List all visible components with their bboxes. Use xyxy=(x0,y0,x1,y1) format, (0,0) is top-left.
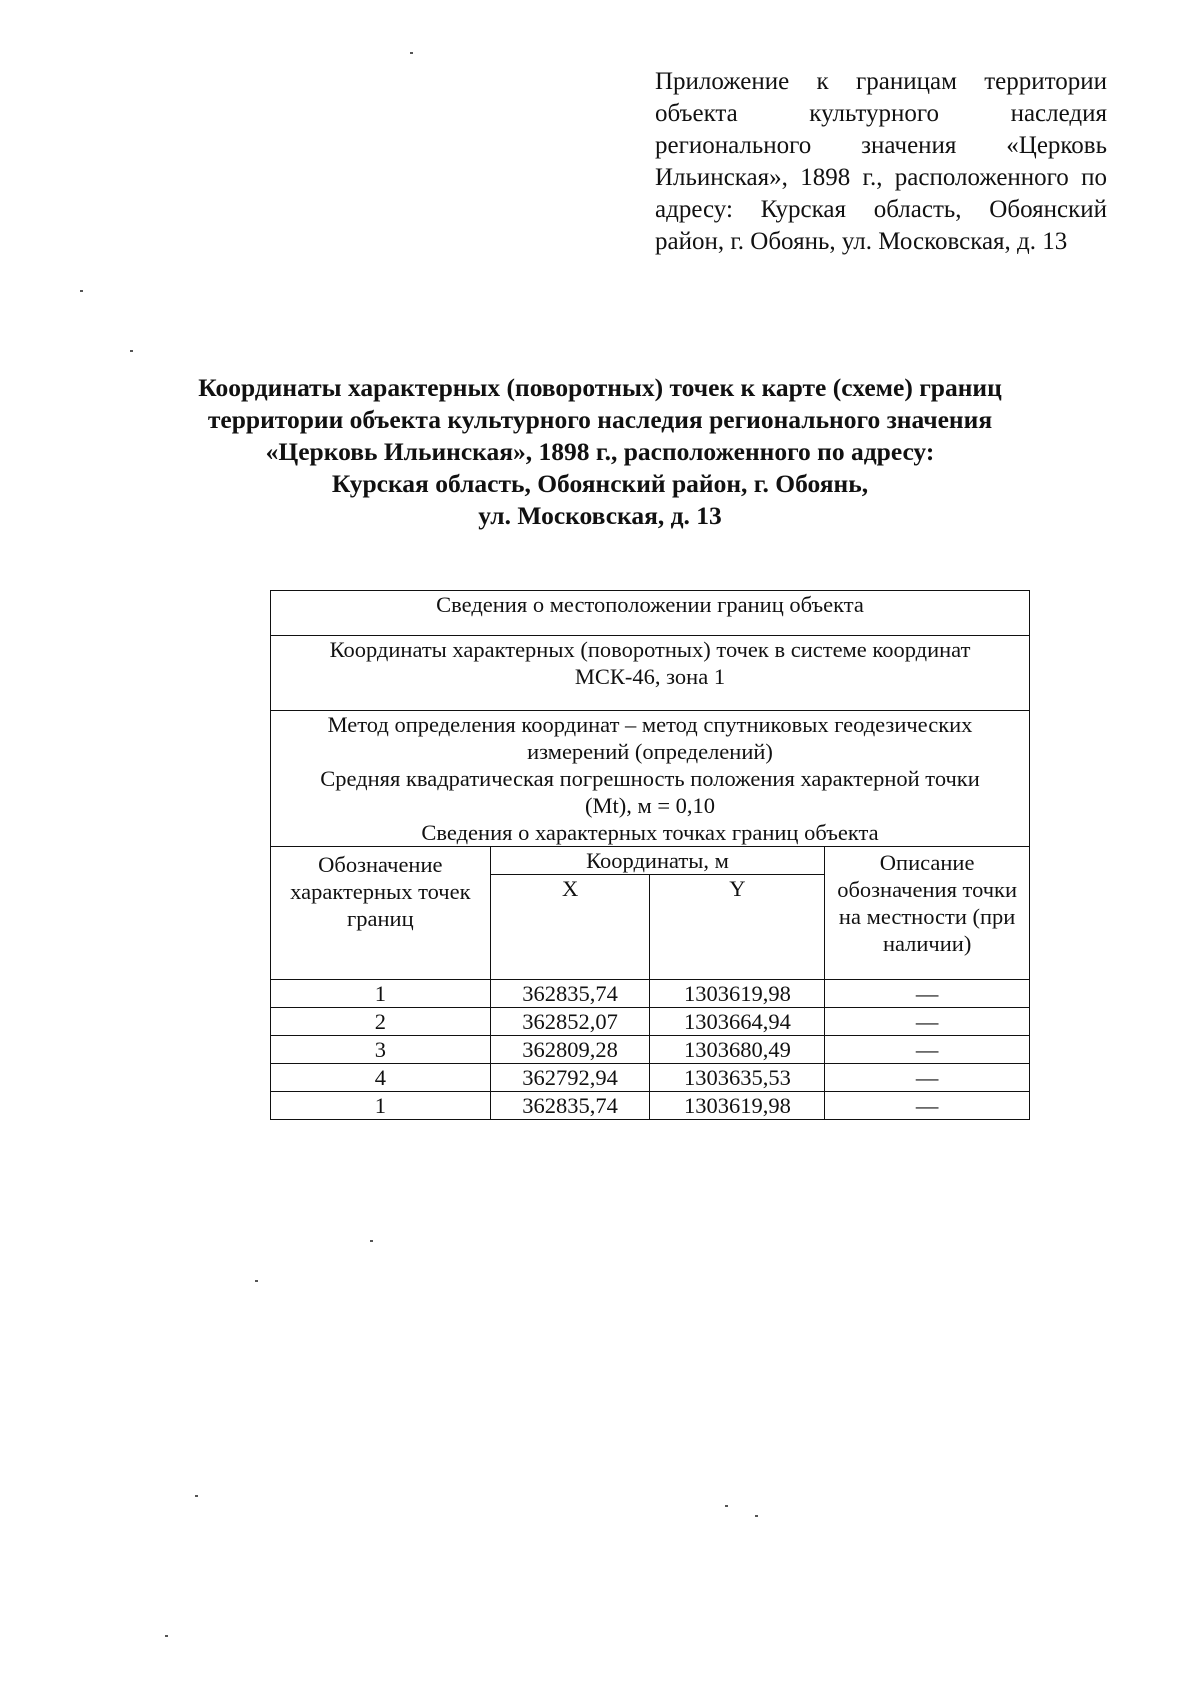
title-line: Курская область, Обоянский район, г. Обоянь, xyxy=(331,469,869,498)
description-cell: — xyxy=(825,1092,1030,1120)
section-location: Сведения о местоположении границ объекта xyxy=(271,591,1030,636)
table-row xyxy=(271,1092,1030,1120)
section-system: Координаты характерных (поворотных) точек в системе координат МСК-46, зона 1 xyxy=(271,636,1030,711)
y-cell: 1303619,98 xyxy=(650,1092,825,1120)
title-line: Координаты характерных (поворотных) точек к карте (схеме) границ xyxy=(198,373,1002,402)
description-cell: — xyxy=(825,1008,1030,1036)
y-cell: 1303635,53 xyxy=(650,1064,825,1092)
method-line: Сведения о характерных точках границ объекта xyxy=(421,820,879,845)
table-row xyxy=(271,1008,1030,1036)
title-line: «Церковь Ильинская», 1898 г., расположенного по адресу: xyxy=(265,437,935,466)
y-cell: 1303619,98 xyxy=(650,980,825,1008)
description-cell: — xyxy=(825,1064,1030,1092)
x-cell: 362852,07 xyxy=(490,1008,650,1036)
description-cell: — xyxy=(825,1036,1030,1064)
x-cell: 362792,94 xyxy=(490,1064,650,1092)
y-cell: 1303664,94 xyxy=(650,1008,825,1036)
document-title xyxy=(150,372,1050,532)
table-row xyxy=(271,1064,1030,1092)
method-line: измерений (определений) xyxy=(527,739,773,764)
header-y: Y xyxy=(650,875,825,980)
method-line: (Mt), м = 0,10 xyxy=(584,793,716,818)
method-info xyxy=(271,711,1030,847)
annex-reference: Приложение к границам территории объекта культурного наследия регионального значения «Церковь Ильинская», 1898 г., расположенного по адресу: Курская область, Обоянский район, г. Обоянь, ул. Московская, д. 13 xyxy=(655,68,1107,255)
section-system-row xyxy=(271,636,1030,711)
header-designation: Обозначение характерных точек границ xyxy=(271,847,491,980)
point-cell: 2 xyxy=(271,1008,491,1036)
scan-speck xyxy=(725,1505,728,1507)
header-coordinates: Координаты, м xyxy=(490,847,825,875)
scan-speck xyxy=(195,1495,198,1497)
scan-speck xyxy=(255,1280,258,1282)
scan-speck xyxy=(370,1240,373,1242)
y-cell: 1303680,49 xyxy=(650,1036,825,1064)
scan-speck xyxy=(410,52,413,54)
method-row xyxy=(271,711,1030,847)
scan-speck xyxy=(165,1635,168,1637)
title-line: ул. Московская, д. 13 xyxy=(478,501,722,530)
point-cell: 1 xyxy=(271,1092,491,1120)
table-row xyxy=(271,980,1030,1008)
header-x: X xyxy=(490,875,650,980)
x-cell: 362809,28 xyxy=(490,1036,650,1064)
coordinates-table xyxy=(270,590,1030,1120)
method-line: Средняя квадратическая погрешность положения характерной точки xyxy=(320,766,980,791)
scan-speck xyxy=(130,350,133,352)
title-line: территории объекта культурного наследия регионального значения xyxy=(207,405,993,434)
scan-speck xyxy=(755,1515,758,1517)
point-cell: 3 xyxy=(271,1036,491,1064)
point-cell: 1 xyxy=(271,980,491,1008)
method-line: Метод определения координат – метод спутниковых геодезических xyxy=(327,712,973,737)
description-cell: — xyxy=(825,980,1030,1008)
section-location-row xyxy=(271,591,1030,636)
point-cell: 4 xyxy=(271,1064,491,1092)
x-cell: 362835,74 xyxy=(490,1092,650,1120)
table-row xyxy=(271,1036,1030,1064)
x-cell: 362835,74 xyxy=(490,980,650,1008)
header-row xyxy=(271,847,1030,875)
scan-speck xyxy=(80,290,83,292)
header-description: Описание обозначения точки на местности (при наличии) xyxy=(825,847,1030,980)
